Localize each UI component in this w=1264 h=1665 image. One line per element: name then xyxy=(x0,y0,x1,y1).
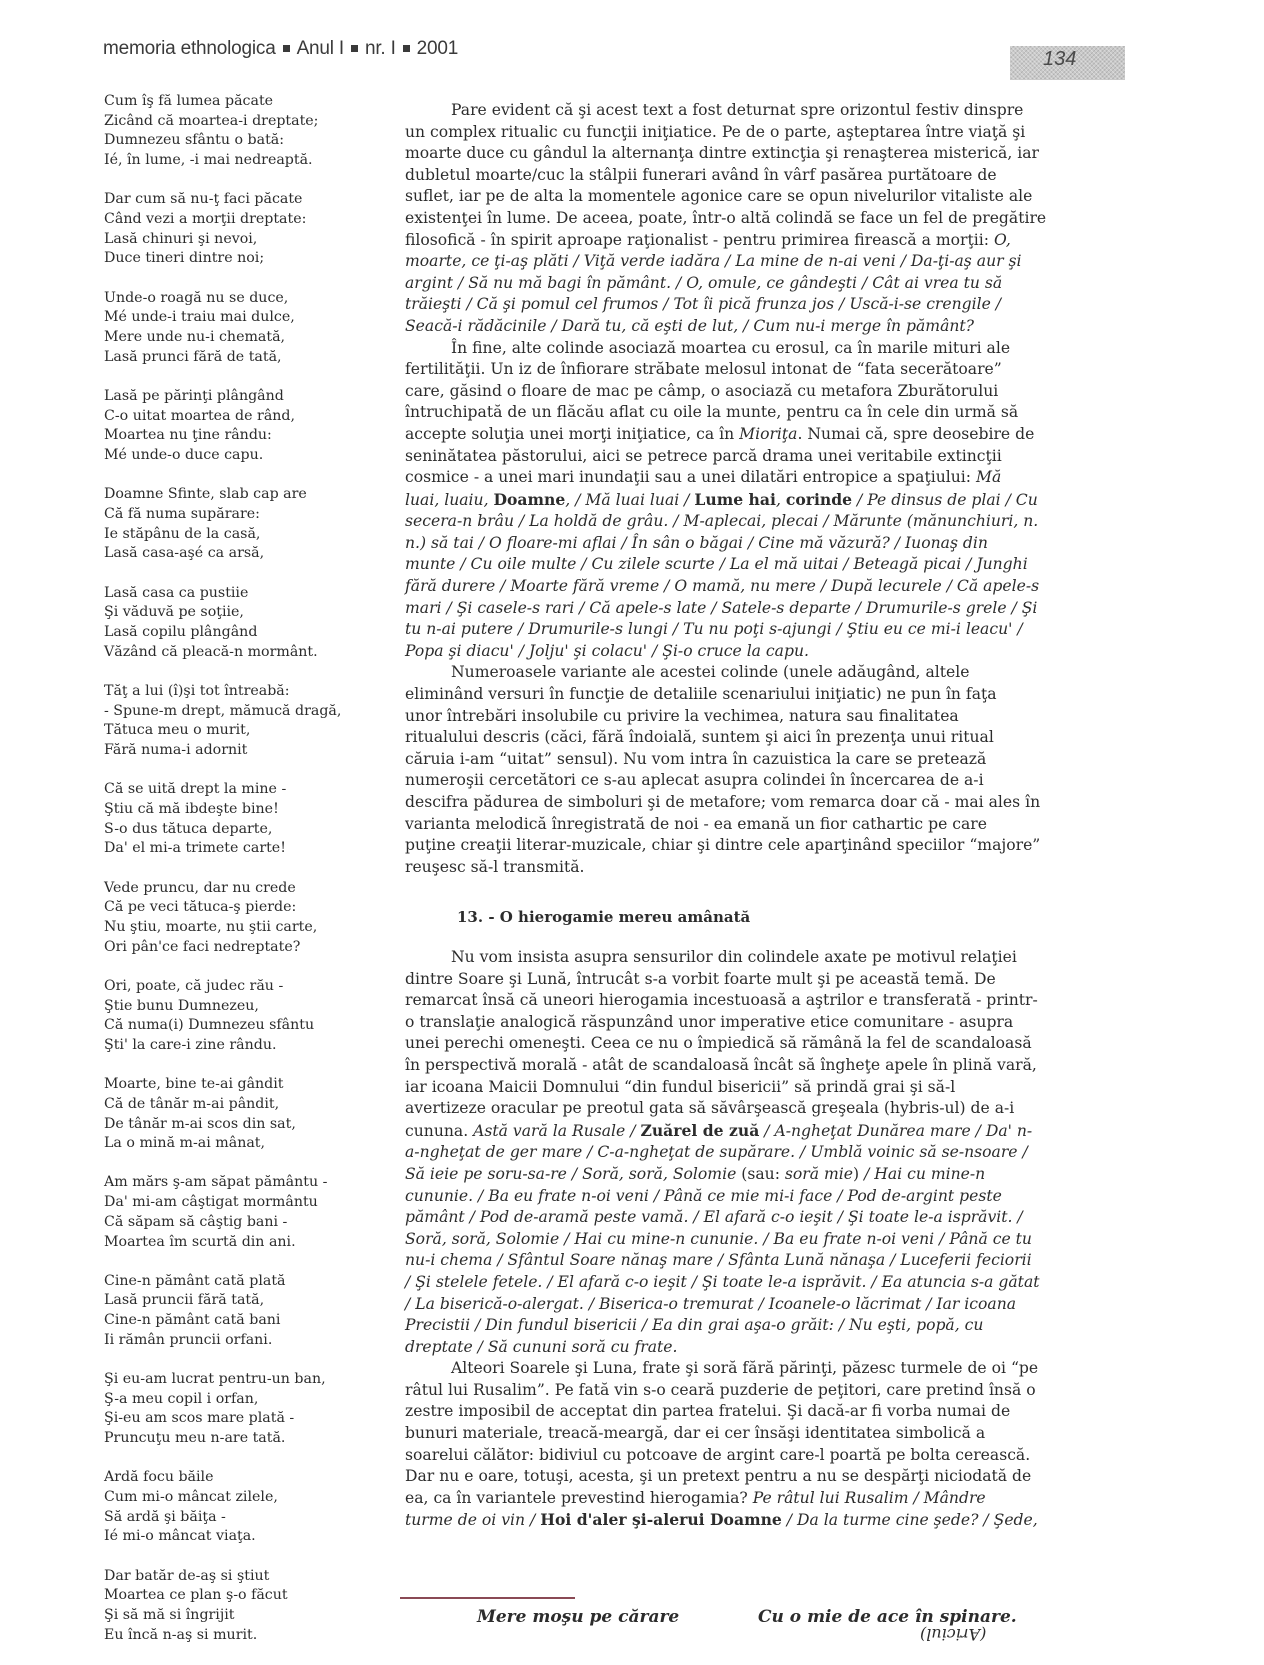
article-text-line xyxy=(405,424,1095,446)
article-text-line xyxy=(405,446,1095,468)
square-bullet-icon xyxy=(403,45,410,52)
article-text-line xyxy=(405,1358,1095,1380)
article-text-line xyxy=(405,1164,1095,1186)
body-text: . Numai că, spre deosebire de xyxy=(797,424,1035,443)
riddle-answer-inverted: (Ariciul) xyxy=(920,1625,987,1644)
poem-stanza xyxy=(104,977,374,1056)
poem-verse-line: Tătuca meu o murit, xyxy=(104,722,251,739)
article-text-line xyxy=(405,511,1095,533)
poem-column xyxy=(104,92,374,1665)
poem-verse-line: Pruncuţu meu n-are tată. xyxy=(104,1430,286,1447)
article-body-part1 xyxy=(405,100,1095,878)
body-text: Numeroasele variante ale acestei colinde (unele adăugând, altele xyxy=(451,663,970,682)
poem-verse-line: Ie stăpânu de la casă, xyxy=(104,525,261,542)
article-text-line xyxy=(405,251,1095,273)
poem-verse-line: Ori pân'ce faci nedreptate? xyxy=(104,938,301,955)
article-text-line xyxy=(405,1272,1095,1294)
quoted-verse-text: , xyxy=(775,490,786,509)
poem-stanza xyxy=(104,1173,374,1252)
body-text: cununa. xyxy=(405,1121,474,1140)
article-text-line xyxy=(405,1509,1095,1532)
poem-stanza xyxy=(104,1272,374,1351)
quoted-verse-text: fără durere / Moarte fără vreme / O mamă, nu mere / După lecurele / Că apele-s xyxy=(405,577,1040,596)
poem-verse-line: Tăţ a lui (î)şi tot întreabă: xyxy=(104,682,290,699)
refrain-text: Zuărel de zuă xyxy=(640,1120,760,1140)
poem-verse-line: Lasă casa-aşé ca arsă, xyxy=(104,545,265,562)
quoted-verse-text: Popa şi diacu' / Jolju' şi colacu' / Şi-o cruce la capu. xyxy=(405,641,809,660)
section-heading: 13. - O hierogamie mereu amânată xyxy=(457,908,751,926)
poem-verse-line: C-o uitat moartea de rând, xyxy=(104,407,296,424)
poem-verse-line: Ori, poate, că judec rău - xyxy=(104,977,284,994)
body-text: bunuri materiale, treacă-meargă, dar ei cer însăşi identitatea simbolică a xyxy=(405,1424,986,1443)
poem-verse-line: Dar batăr de-aş si ştiut xyxy=(104,1567,270,1584)
article-text-line xyxy=(405,770,1095,792)
quoted-verse-text: / A-ngheţat Dunărea mare / Da' n- xyxy=(759,1121,1033,1140)
article-text-line xyxy=(405,598,1095,620)
body-text: Nu vom insista asupra sensurilor din colindele axate pe motivul relaţiei xyxy=(451,948,1017,966)
article-text-line xyxy=(405,294,1095,316)
quoted-verse-text: Soră, soră, Solomie / Hai cu mine-n cununie. / Ba eu frate n-oi veni / Până ce tu xyxy=(405,1229,1032,1248)
poem-verse-line: Mé unde-o duce capu. xyxy=(104,447,264,464)
body-text: puţine creaţii literar-muzicale, chiar şi dintre cele aparţinând speciilor “majore” xyxy=(405,836,1041,855)
article-text-line xyxy=(405,554,1095,576)
poem-verse-line: Unde-o roagă nu se duce, xyxy=(104,289,289,306)
article-text-line xyxy=(405,1401,1095,1423)
article-text-line xyxy=(405,576,1095,598)
poem-verse-line: Vede pruncu, dar nu crede xyxy=(104,879,296,896)
quoted-verse-text: / Şi stelele fetele. / El afară c-o ieşit / Şi toate le-a isprăvit. / Ea atuncia s-a gătat xyxy=(405,1272,1040,1291)
poem-verse-line: Ş-a meu copil i orfan, xyxy=(104,1390,259,1407)
square-bullet-icon xyxy=(351,45,358,52)
quoted-verse-text: luai, luaiu, xyxy=(405,490,494,509)
body-text: unei perechi omeneşti. Ceea ce nu o împiedică să rămână la fel de scandaloasă xyxy=(405,1034,1032,1053)
body-text: iar icoana Maicii Domnului “din fundul bisericii” să prindă grai şi să-l xyxy=(405,1077,956,1096)
poem-verse-line: Ştie bunu Dumnezeu, xyxy=(104,997,259,1014)
article-text-line xyxy=(405,338,1095,360)
poem-verse-line: De tânăr m-ai scos din sat, xyxy=(104,1115,296,1132)
body-text: râtul lui Rusalim”. Pe fată vin s-o ceară puzderie de peţitori, care pretind însă o xyxy=(405,1380,1036,1399)
riddle-line-right: Cu o mie de ace în spinare. xyxy=(758,1607,1017,1627)
poem-stanza xyxy=(104,780,374,859)
poem-verse-line: Duce tineri dintre noi; xyxy=(104,250,265,267)
quoted-verse-text: munte / Cu oile multe / Cu zilele scurte / La el mă uitai / Beteagă picai / Junghi xyxy=(405,555,1028,574)
refrain-text: Lume hai xyxy=(694,489,776,509)
poem-verse-line: Lasă pruncii fără tată, xyxy=(104,1292,265,1309)
page-number: 134 xyxy=(1043,48,1077,70)
refrain-text: corinde xyxy=(785,489,853,509)
article-text-line xyxy=(405,1186,1095,1208)
poem-verse-line: Că pe veci tătuca-ş pierde: xyxy=(104,899,297,916)
body-text: descifra pădurea de simboluri şi de metafore; vom remarca doar că - mai ales în xyxy=(405,793,1041,811)
quoted-verse-text: nu-i chema / Sfântul Soare nănaş mare / Sfânta Lună nănaşa / Luceferii feciorii xyxy=(405,1251,1032,1270)
poem-stanza xyxy=(104,1567,374,1646)
poem-verse-line: Că numa(i) Dumnezeu sfântu xyxy=(104,1017,315,1034)
body-text: Dar nu e oare, totuşi, acesta, şi un pretext pentru a nu se despărţi niciodată de xyxy=(405,1467,1032,1486)
body-text: în perspectivă morală - atât de scandaloasă încât să îngheţe apele în plină vară, xyxy=(405,1055,1037,1074)
article-text-line xyxy=(405,792,1095,814)
article-text-line xyxy=(405,814,1095,836)
body-text: reuşesc să-l transmită. xyxy=(405,857,585,876)
poem-verse-line: Dumnezeu sfântu o bată: xyxy=(104,132,285,149)
poem-verse-line: Dar cum să nu-ţ faci păcate xyxy=(104,191,303,208)
quoted-verse-text: Astă vară la Rusale / xyxy=(473,1121,641,1140)
body-text: remarcat însă că uneori hierogamia incestuoasă a aştrilor e transferată - printr- xyxy=(405,991,1038,1010)
article-text-line xyxy=(405,1120,1095,1143)
body-text: care, găsind o floare de mac pe câmp, o asociază cu metafora Zburătorului xyxy=(405,381,999,400)
article-text-line xyxy=(405,402,1095,424)
poem-verse-line: Lasă chinuri şi nevoi, xyxy=(104,230,258,247)
body-text: unor întrebări insolubile cu privire la vechimea, natura sau finalitatea xyxy=(405,706,959,725)
poem-verse-line: Lasă prunci fără de tată, xyxy=(104,348,282,365)
poem-stanza xyxy=(104,1370,374,1449)
poem-verse-line: Ié, în lume, -i mai nedreaptă. xyxy=(104,152,313,169)
poem-verse-line: Moarte, bine te-ai gândit xyxy=(104,1076,284,1093)
quoted-verse-text: mari / Şi casele-s rari / Că apele-s late / Satele-s departe / Drumurile-s grele / Şi xyxy=(405,598,1038,617)
article-text-line xyxy=(405,1466,1095,1488)
poem-stanza xyxy=(104,1075,374,1154)
poem-verse-line: Şi văduvă pe soţiie, xyxy=(104,604,244,621)
body-text: ) xyxy=(853,1164,865,1183)
body-text: fertilităţii. Un iz de înfiorare străbate melosul intonat de “fata secerătoare” xyxy=(405,360,1002,379)
body-text: avertizeze oracular pe preotul gata să săvârşească greşeala (hybris-ul) de a-i xyxy=(405,1099,1015,1118)
article-text-line xyxy=(405,1207,1095,1229)
poem-verse-line: Ştiu că mă ibdeşte bine! xyxy=(104,800,279,817)
body-text: accepte soluţia unei morţi iniţiatice, ca în xyxy=(405,424,740,443)
quoted-verse-text: Mă xyxy=(975,468,1002,487)
article-text-line xyxy=(405,857,1095,879)
body-text: o translaţie analogică răspunzând unor imperative etice comunitare - asupra xyxy=(405,1012,1014,1031)
body-text: varianta melodică înregistrată de noi - ea emană un fior cathartic pe care xyxy=(405,814,987,833)
year-value: 2001 xyxy=(416,38,459,59)
body-text: (sau: xyxy=(736,1164,785,1183)
refrain-text: Doamne xyxy=(493,489,566,509)
body-text: cosmice - a unei mari inundaţii sau a unei dilatări entropice a spaţiului: xyxy=(405,468,976,487)
quoted-verse-text: n.) să tai / O floare-mi aflai / În sân o băgai / Cine mă văzură? / Iuonaş din xyxy=(405,533,988,552)
article-text-line xyxy=(405,273,1095,295)
poem-stanza xyxy=(104,190,374,269)
body-text: dubletul moarte/cuc la stâlpii funerari având în vârf pasărea purtătoare de xyxy=(405,165,997,184)
article-text-line xyxy=(405,706,1095,728)
article-text-line xyxy=(405,1445,1095,1467)
poem-verse-line: Lasă casa ca pustiie xyxy=(104,584,249,601)
journal-title: memoria ethnologica xyxy=(103,38,276,59)
body-text: suflet, iar pe de alta la momentele agonice care se opun nivelurilor vitaliste ale xyxy=(405,187,1033,206)
quoted-verse-text: / La biserică-o-alergat. / Biserica-o tremurat / Icoanele-o lăcrimat / Iar icoana xyxy=(405,1294,1017,1313)
footer-divider xyxy=(400,1597,575,1599)
article-text-line xyxy=(405,947,1095,969)
poem-verse-line: La o mină m-ai mânat, xyxy=(104,1135,266,1152)
quoted-verse-text: moarte, ce ţi-aş plăti / Viţă verde iadăra / La mine de n-ai veni / Da-ţi-aş aur şi xyxy=(405,252,1022,271)
poem-verse-line: Am mărs ş-am săpat pământu - xyxy=(104,1174,328,1191)
poem-verse-line: Moartea nu ţine rându: xyxy=(104,427,272,444)
poem-verse-line: Mé unde-i traiu mai dulce, xyxy=(104,309,295,326)
quoted-verse-text: , / Mă luai luai / xyxy=(565,490,695,509)
article-text-line xyxy=(405,122,1095,144)
article-text-line xyxy=(405,489,1095,512)
article-text-line xyxy=(405,359,1095,381)
poem-verse-line: Lasă pe părinţi plângând xyxy=(104,387,284,404)
article-text-line xyxy=(405,990,1095,1012)
body-text: filosofică - în spirit aproape raţionalist - pentru primirea firească a morţii: xyxy=(405,230,994,249)
square-bullet-icon xyxy=(283,45,290,52)
quoted-verse-text: secera-n brâu / La holdă de grâu. / M-aplecai, plecai / Mărunte (mănunchiuri, n. xyxy=(405,512,1039,531)
article-text-line xyxy=(405,1294,1095,1316)
body-text: ea, ca în variantele prevestind hierogamia? xyxy=(405,1488,753,1507)
article-text-line xyxy=(405,1337,1095,1359)
poem-stanza xyxy=(104,387,374,466)
body-text: ritualului descris (căci, fără îndoială, suntem şi aici în prezenţa unui ritual xyxy=(405,728,994,747)
body-text: întruchipată de un flăcău aflat cu oile la munte, pentru ca în cele din urmă să xyxy=(405,403,1019,422)
body-text: dintre Soare şi Lună, întrucât s-a vorbit foarte mult şi pe această temă. De xyxy=(405,969,996,988)
article-text-line xyxy=(405,1315,1095,1337)
article-text-line xyxy=(405,969,1095,991)
poem-verse-line: Şi-eu am scos mare plată - xyxy=(104,1410,295,1427)
article-text-line xyxy=(405,835,1095,857)
body-text: moarte duce cu gândul la alternanţa dintre extincţia şi renaşterea misterică, iar xyxy=(405,144,1039,163)
body-text: existenţei în lume. De aceea, poate, într-o altă colindă se face un fel de pregătire xyxy=(405,208,1047,227)
article-text-line xyxy=(405,1055,1095,1077)
poem-verse-line: Da' el mi-a trimete carte! xyxy=(104,840,286,857)
poem-verse-line: Ardă focu băile xyxy=(104,1469,214,1486)
poem-verse-line: Şi eu-am lucrat pentru-un ban, xyxy=(104,1371,326,1388)
quoted-verse-text: dreptate / Să cununi soră cu frate. xyxy=(405,1337,678,1356)
quoted-verse-text: turme de oi vin / xyxy=(405,1511,541,1530)
article-text-line xyxy=(405,100,1095,122)
poem-verse-line: Să ardă şi băiţa - xyxy=(104,1508,226,1525)
quoted-verse-text: Seacă-i rădăcinile / Dară tu, că eşti de lut, / Cum nu-i merge în pământ? xyxy=(405,316,975,335)
article-text-line xyxy=(405,1229,1095,1251)
quoted-verse-text: / Pe dinsus de plai / Cu xyxy=(852,490,1038,509)
quoted-verse-text: argint / Să nu mă bagi în pământ. / O, omule, ce gândeşti / Cât ai vrea tu să xyxy=(405,273,1003,292)
poem-stanza xyxy=(104,879,374,958)
article-text-line xyxy=(405,143,1095,165)
article-text-line xyxy=(405,1250,1095,1272)
article-text-line xyxy=(405,186,1095,208)
body-text: zestre imposibil de acceptat din partea fratelui. Şi dacă-ar fi vorba numai de xyxy=(405,1402,1011,1421)
poem-stanza xyxy=(104,1468,374,1547)
quoted-verse-text: / Hai cu mine-n xyxy=(864,1164,986,1183)
article-text-line xyxy=(405,1033,1095,1055)
body-text: numeroşii cercetători ce s-au aplecat asupra colindei în încercarea de a-i xyxy=(405,771,984,790)
article-text-line xyxy=(405,467,1095,489)
article-text-line xyxy=(405,749,1095,771)
poem-verse-line: - Spune-m drept, mămucă dragă, xyxy=(104,702,342,719)
poem-verse-line: Cine-n pământ cată plată xyxy=(104,1272,286,1289)
running-header xyxy=(103,38,458,60)
poem-stanza xyxy=(104,584,374,663)
poem-verse-line: Văzând că pleacă-n mormânt. xyxy=(104,643,318,660)
article-text-line xyxy=(405,1488,1095,1510)
body-text: seninătatea păstorului, aici se petrece parcă drama unei veritabile extincţii xyxy=(405,446,1002,465)
quoted-verse-text: Precistii / Din fundul bisericii / Ea din grai aşa-o grăit: / Nu eşti, popă, cu xyxy=(405,1316,984,1335)
year-label: Anul I xyxy=(296,38,344,59)
article-text-line xyxy=(405,1380,1095,1402)
refrain-text: Hoi d'aler şi-alerui Doamne xyxy=(540,1510,782,1530)
article-text-line xyxy=(405,619,1095,641)
poem-verse-line: Zicând că moartea-i dreptate; xyxy=(104,112,319,129)
article-text-line xyxy=(405,1142,1095,1164)
poem-verse-line: Moartea îm scurtă din ani. xyxy=(104,1233,296,1250)
poem-verse-line: Eu încă n-aş si murit. xyxy=(104,1626,258,1643)
poem-verse-line: Ii rămân pruncii orfani. xyxy=(104,1331,273,1348)
poem-stanza xyxy=(104,92,374,171)
quoted-verse-text: a-ngheţat de ger mare / C-a-ngheţat de supărare. / Umblă voinic să se-nsoare / xyxy=(405,1143,1028,1162)
poem-verse-line: Că de tânăr m-ai pândit, xyxy=(104,1095,280,1112)
poem-verse-line: Ié mi-o mâncat viaţa. xyxy=(104,1528,256,1545)
poem-verse-line: Şti' la care-i zine rându. xyxy=(104,1036,277,1053)
article-text-line xyxy=(405,208,1095,230)
article-text-line xyxy=(405,1423,1095,1445)
quoted-verse-text: trăieşti / Că şi pomul cel frumos / Tot îi pică frunza jos / Uscă-i-se crengile / xyxy=(405,295,1002,314)
quoted-verse-text: / Da la turme cine şede? / Şede, xyxy=(781,1511,1038,1530)
poem-verse-line: Că se uită drept la mine - xyxy=(104,781,287,798)
quoted-verse-text: soră mie xyxy=(784,1164,854,1183)
quoted-verse-text: cununie. / Ba eu frate n-oi veni / Până ce mie mi-i face / Pod de-argint peste xyxy=(405,1186,1002,1205)
article-text-line xyxy=(405,641,1095,663)
body-text: În fine, alte colinde asociază moartea cu erosul, ca în marile mituri ale xyxy=(451,338,1011,357)
poem-verse-line: Moartea ce plan ş-o făcut xyxy=(104,1587,288,1604)
poem-verse-line: Da' mi-am câştigat mormântu xyxy=(104,1194,318,1211)
poem-verse-line: S-o dus tătuca departe, xyxy=(104,820,273,837)
quoted-verse-text: O, xyxy=(993,230,1011,249)
poem-verse-line: Când vezi a morţii dreptate: xyxy=(104,211,307,228)
body-text: eliminând versuri în funcţie de detaliile scenariului iniţiatic) ne pun în faţa xyxy=(405,685,997,704)
body-text: soarelui călător: bidiviul cu potcoave de argint care-l poartă pe bolta cerească. xyxy=(405,1445,1031,1464)
riddle-line-left: Mere moşu pe cărare xyxy=(477,1607,680,1627)
quoted-verse-text: pământ / Pod de-aramă peste vamă. / El afară c-o ieşit / Şi toate le-a isprăvit. / xyxy=(405,1208,1023,1227)
article-text-line xyxy=(405,381,1095,403)
poem-verse-line: Cum mi-o mâncat zilele, xyxy=(104,1489,278,1506)
poem-verse-line: Lasă copilu plângând xyxy=(104,623,258,640)
poem-verse-line: Cum îş fă lumea păcate xyxy=(104,93,274,109)
poem-verse-line: Cine-n pământ cată bani xyxy=(104,1312,281,1329)
issue-label: nr. I xyxy=(364,38,396,59)
body-text: căruia i-am “uitat” sensul). Nu vom intra în cazuistica la care se pretează xyxy=(405,749,987,768)
article-text-line xyxy=(405,1012,1095,1034)
quoted-verse-text: Să ieie pe soru-sa-re / Soră, soră, Solomie xyxy=(405,1164,737,1183)
article-body-part2 xyxy=(405,947,1095,1532)
body-text: Pare evident că şi acest text a fost deturnat spre orizontul festiv dinspre xyxy=(451,101,1024,119)
article-text-line xyxy=(405,684,1095,706)
quoted-verse-text: Pe râtul lui Rusalim / Mândre xyxy=(752,1488,986,1507)
poem-verse-line: Şi să mă si îngrijit xyxy=(104,1607,235,1624)
poem-verse-line: Că fă numa supărare: xyxy=(104,505,260,522)
poem-verse-line: Doamne Sfinte, slab cap are xyxy=(104,486,307,503)
poem-stanza xyxy=(104,289,374,368)
article-text-line xyxy=(405,727,1095,749)
poem-verse-line: Că săpam să câştig bani - xyxy=(104,1213,288,1230)
article-text-line xyxy=(405,533,1095,555)
article-text-line xyxy=(405,165,1095,187)
article-text-line xyxy=(405,316,1095,338)
article-text-line xyxy=(405,1098,1095,1120)
poem-verse-line: Mere unde nu-i chemată, xyxy=(104,329,286,346)
body-text: un complex ritualic cu funcţii iniţiatice. Pe de o parte, aşteptarea între viaţă şi xyxy=(405,122,1026,141)
poem-stanza xyxy=(104,682,374,761)
poem-verse-line: Nu ştiu, moarte, nu ştii carte, xyxy=(104,918,318,935)
article-text-line xyxy=(405,662,1095,684)
poem-stanza xyxy=(104,485,374,564)
article-text-line xyxy=(405,230,1095,252)
article-text-line xyxy=(405,1077,1095,1099)
quoted-verse-text: tu n-ai putere / Drumurile-s lungi / Tu nu poţi s-ajungi / Ştiu eu ce mi-i leacu' / xyxy=(405,620,1023,639)
quoted-verse-text: Mioriţa xyxy=(739,424,798,443)
poem-verse-line: Fără numa-i adornit xyxy=(104,741,248,758)
body-text: Alteori Soarele şi Luna, frate şi soră fără părinţi, păzesc turmele de oi “pe xyxy=(451,1359,1039,1378)
